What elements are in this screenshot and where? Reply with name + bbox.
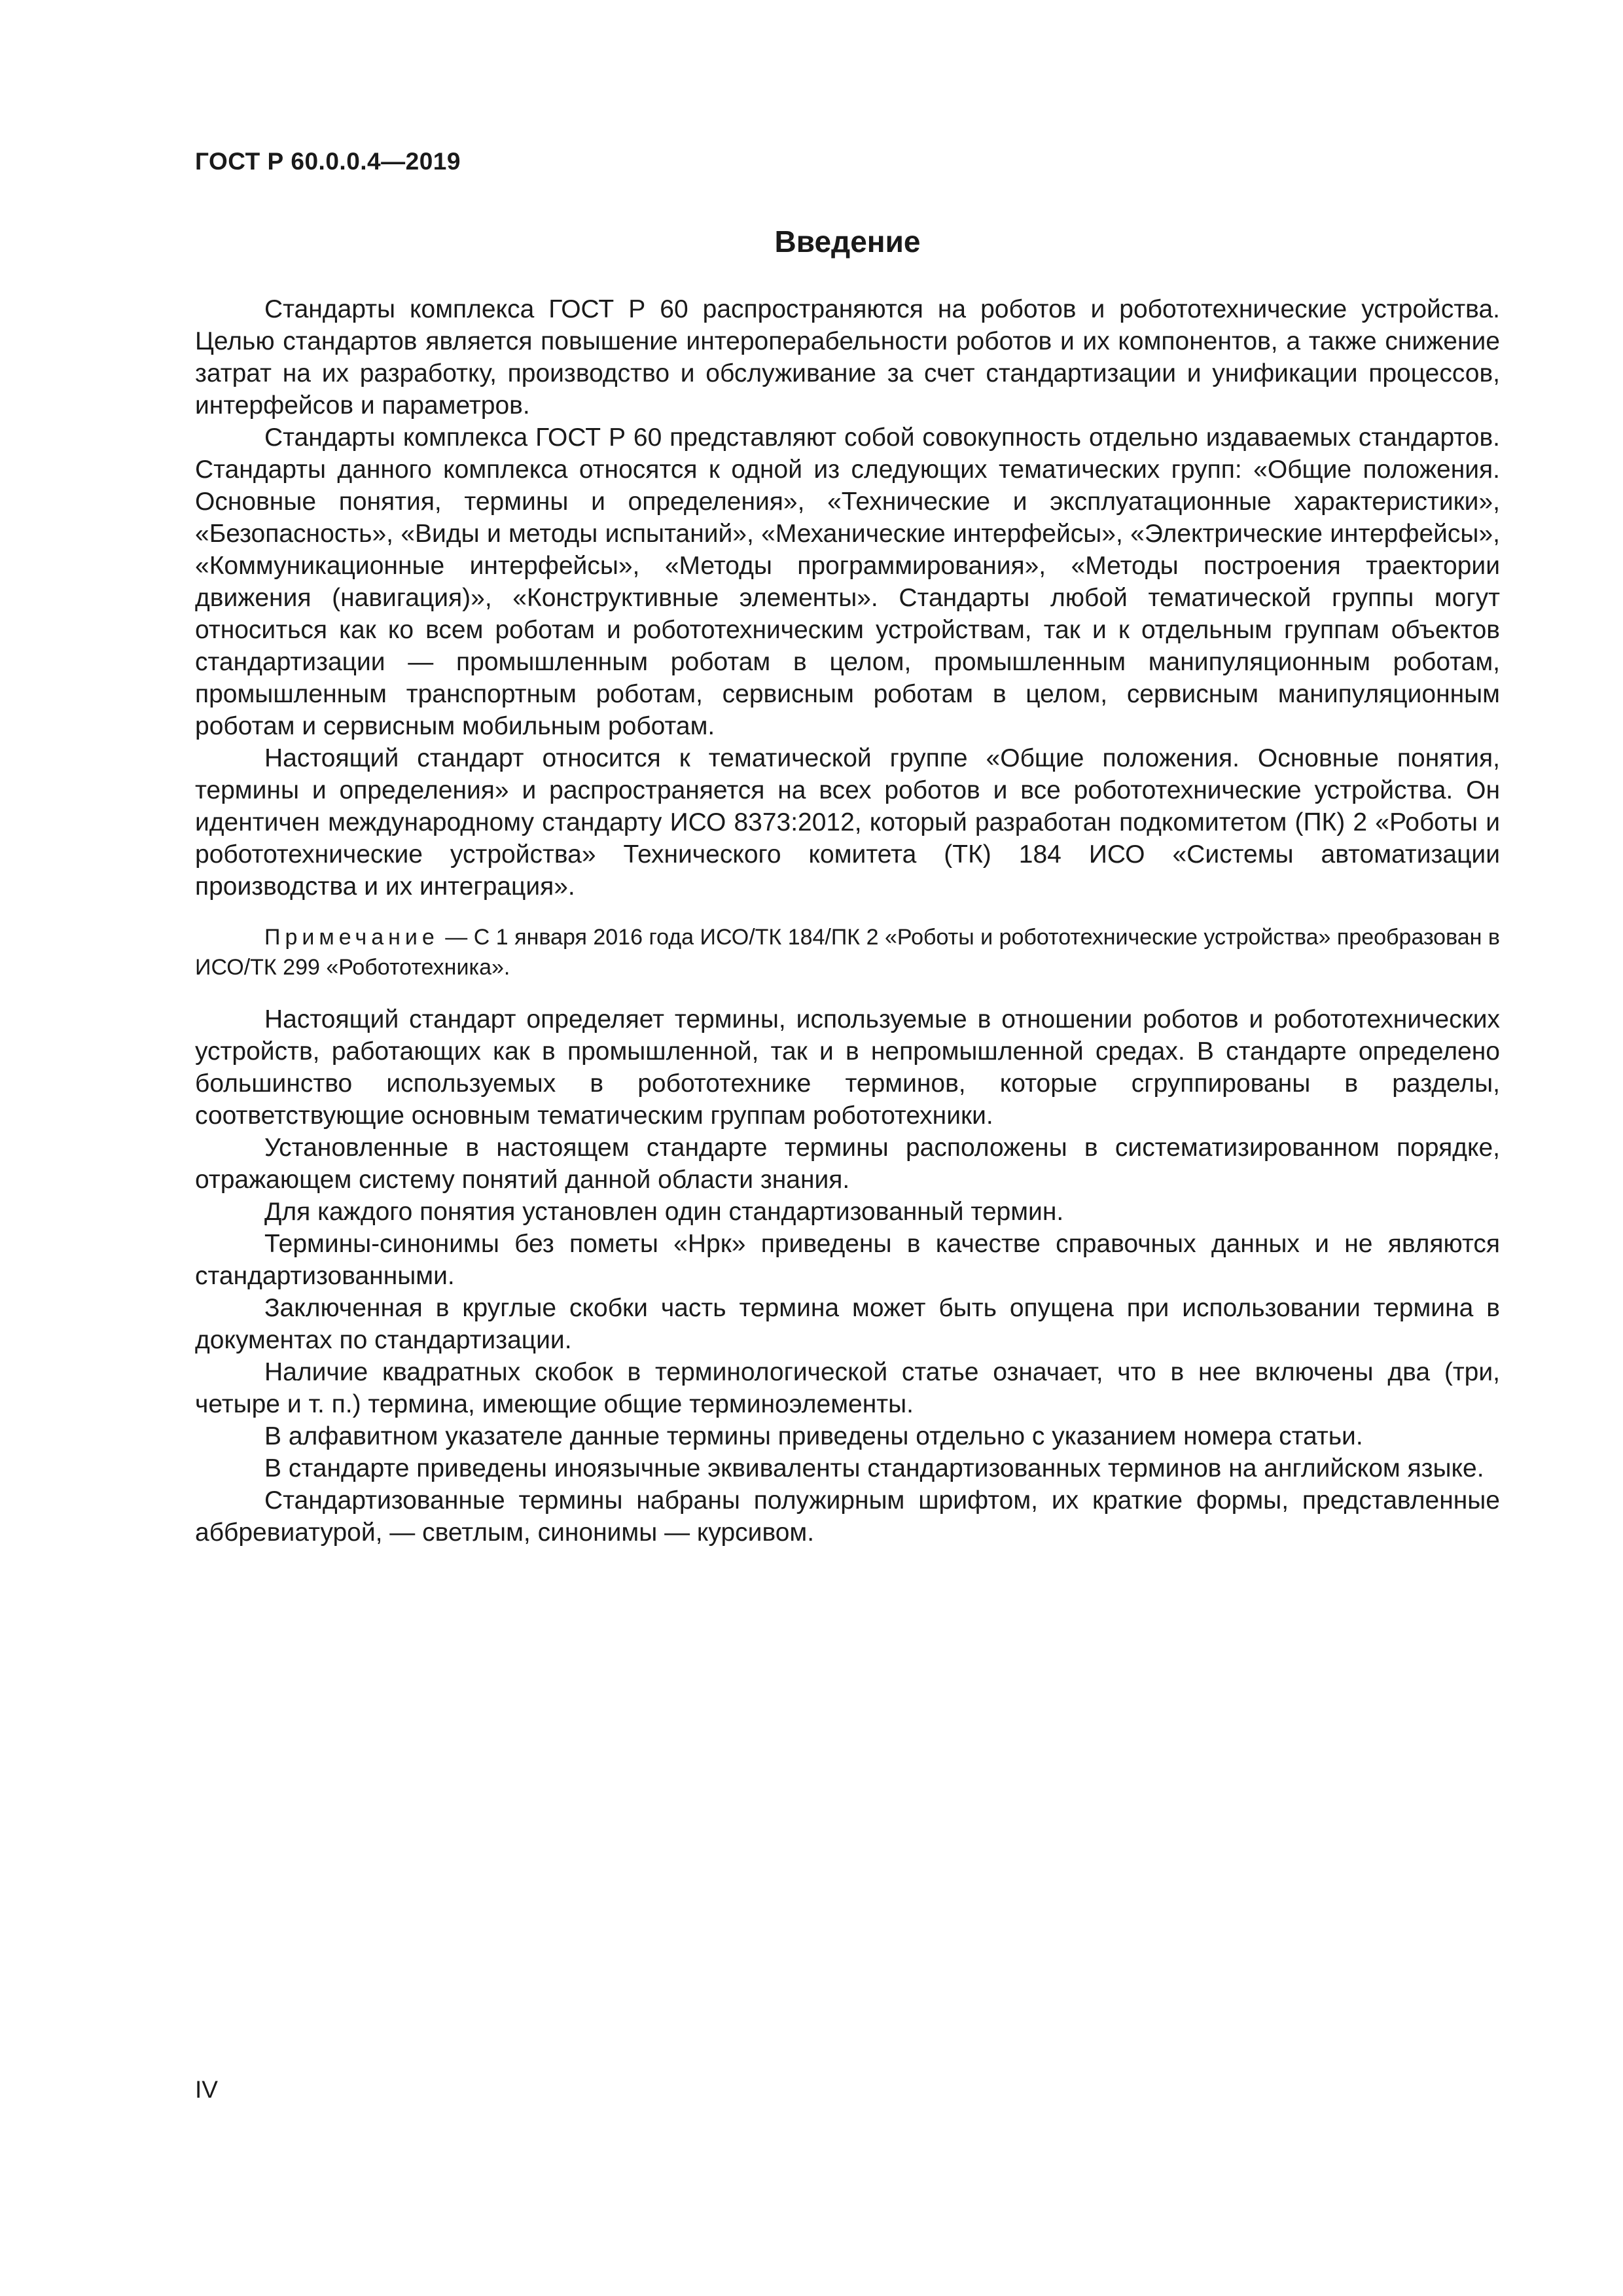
paragraph: Стандартизованные термины набраны полужирным шрифтом, их краткие формы, представленные аббревиатурой, — светлым, синонимы — курсивом. [195, 1486, 1500, 1547]
paragraph: Стандарты комплекса ГОСТ Р 60 распространяются на роботов и робототехнические устройства. Целью стандартов является повышение интероперабельности роботов и их компонентов, а также снижение затрат на их разработку, производство и обслуживание за счет стандартизации и унификации процессов, интерфейсов и параметров. [195, 295, 1500, 420]
paragraph: Настоящий стандарт определяет термины, используемые в отношении роботов и робототехнических устройств, работающих как в промышленной, так и в непромышленной средах. В стандарте определено большинство используемых в робототехнике терминов, которые сгруппированы в разделы, соответствующие основным тематическим группам робототехники. [195, 1005, 1500, 1130]
note-text: — С 1 января 2016 года ИСО/ТК 184/ПК 2 «Роботы и робототехнические устройства» преобразован в ИСО/ТК 299 «Робототехника». [195, 925, 1500, 980]
paragraph: Заключенная в круглые скобки часть термина может быть опущена при использовании термина в документах по стандартизации. [195, 1294, 1500, 1354]
paragraph: Наличие квадратных скобок в терминологической статье означает, что в нее включены два (три, четыре и т. п.) термина, имеющие общие терминоэлементы. [195, 1358, 1500, 1418]
paragraph: В стандарте приведены иноязычные эквиваленты стандартизованных терминов на английском языке. [264, 1454, 1484, 1482]
paragraph: Для каждого понятия установлен один стандартизованный термин. [264, 1198, 1064, 1226]
paragraph: Установленные в настоящем стандарте термины расположены в систематизированном порядке, отражающем систему понятий данной области знания. [195, 1134, 1500, 1194]
note-label: Примечание [264, 925, 439, 950]
section-title: Введение [774, 224, 921, 259]
document-body [195, 293, 1500, 1549]
note [195, 922, 1500, 982]
document-code-header: ГОСТ Р 60.0.0.4—2019 [195, 148, 461, 175]
paragraph: Стандарты комплекса ГОСТ Р 60 представляют собой совокупность отдельно издаваемых стандартов. Стандарты данного комплекса относятся к одной из следующих тематических групп: «Общие положения. Основные понятия, термины и определения», «Технические и эксплуатационные характеристики», «Безопасность», «Виды и методы испытаний», «Механические интерфейсы», «Электрические интерфейсы», «Коммуникационные интерфейсы», «Методы программирования», «Методы построения траектории движения (навигация)», «Конструктивные элементы». Стандарты любой тематической группы могут относиться как ко всем роботам и робототехническим устройствам, так и к отдельным группам объектов стандартизации — промышленным роботам в целом, промышленным манипуляционным роботам, промышленным транспортным роботам, сервисным роботам в целом, сервисным манипуляционным роботам и сервисным мобильным роботам. [195, 423, 1500, 740]
page-number: IV [195, 2076, 218, 2103]
paragraph: В алфавитном указателе данные термины приведены отдельно с указанием номера статьи. [264, 1422, 1363, 1450]
paragraph: Термины-синонимы без пометы «Нрк» приведены в качестве справочных данных и не являются стандартизованными. [195, 1230, 1500, 1290]
paragraph: Настоящий стандарт относится к тематической группе «Общие положения. Основные понятия, термины и определения» и распространяется на всех роботов и все робототехнические устройства. Он идентичен международному стандарту ИСО 8373:2012, который разработан подкомитетом (ПК) 2 «Роботы и робототехнические устройства» Технического комитета (ТК) 184 ИСО «Системы автоматизации производства и их интеграция». [195, 744, 1500, 901]
